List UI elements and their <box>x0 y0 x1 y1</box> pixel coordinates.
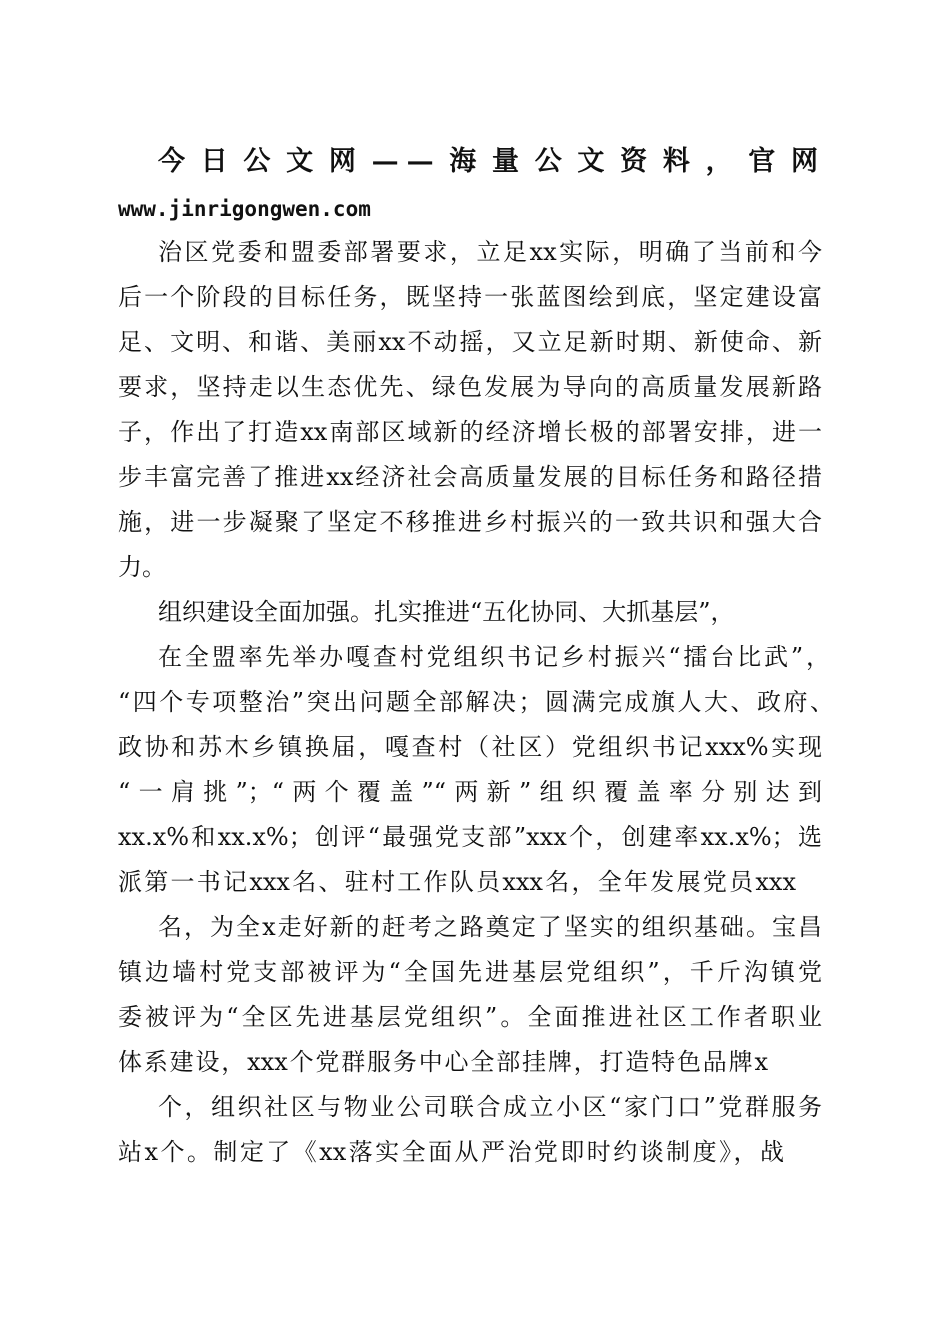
body-line: 在全盟率先举办嘎查村党组织书记乡村振兴“擂台比武”， <box>158 643 830 671</box>
body-line: 步丰富完善了推进xx经济社会高质量发展的目标任务和路径措 <box>118 463 822 491</box>
body-line: 镇边墙村党支部被评为“全国先进基层党组织”，千斤沟镇党 <box>118 958 822 986</box>
body-line: 站x个。制定了《xx落实全面从严治党即时约谈制度》，战 <box>118 1138 784 1166</box>
site-url[interactable]: www.jinrigongwen.com <box>118 197 371 221</box>
body-line: 政协和苏木乡镇换届，嘎查村（社区）党组织书记xxx%实现 <box>118 733 822 761</box>
body-line: 力。 <box>118 553 166 581</box>
body-line: 个，组织社区与物业公司联合成立小区“家门口”党群服务 <box>158 1093 822 1121</box>
body-line: xx.x%和xx.x%；创评“最强党支部”xxx个，创建率xx.x%；选 <box>118 823 822 851</box>
body-line: 体系建设，xxx个党群服务中心全部挂牌，打造特色品牌x <box>118 1048 768 1076</box>
body-line: 治区党委和盟委部署要求，立足xx实际，明确了当前和今 <box>158 238 822 266</box>
body-line: 名，为全x走好新的赶考之路奠定了坚实的组织基础。宝昌 <box>158 913 822 941</box>
body-line: 委被评为“全区先进基层党组织”。全面推进社区工作者职业 <box>118 1003 822 1031</box>
body-line: 组织建设全面加强。扎实推进“五化协同、大抓基层”， <box>158 598 735 626</box>
body-line: 子，作出了打造xx南部区域新的经济增长极的部署安排，进一 <box>118 418 822 446</box>
body-line: “四个专项整治”突出问题全部解决；圆满完成旗人大、政府、 <box>118 688 834 716</box>
body-line: 后一个阶段的目标任务，既坚持一张蓝图绘到底，坚定建设富 <box>118 283 822 311</box>
body-line: 要求，坚持走以生态优先、绿色发展为导向的高质量发展新路 <box>118 373 822 401</box>
body-line: “一肩挑”；“两个覆盖”“两新”组织覆盖率分别达到 <box>118 778 822 806</box>
body-line: 施，进一步凝聚了坚定不移推进乡村振兴的一致共识和强大合 <box>118 508 822 536</box>
site-title: 今日公文网——海量公文资料，官网 <box>158 146 826 177</box>
body-line: 派第一书记xxx名、驻村工作队员xxx名，全年发展党员xxx <box>118 868 796 896</box>
body-line: 足、文明、和谐、美丽xx不动摇，又立足新时期、新使命、新 <box>118 328 822 356</box>
